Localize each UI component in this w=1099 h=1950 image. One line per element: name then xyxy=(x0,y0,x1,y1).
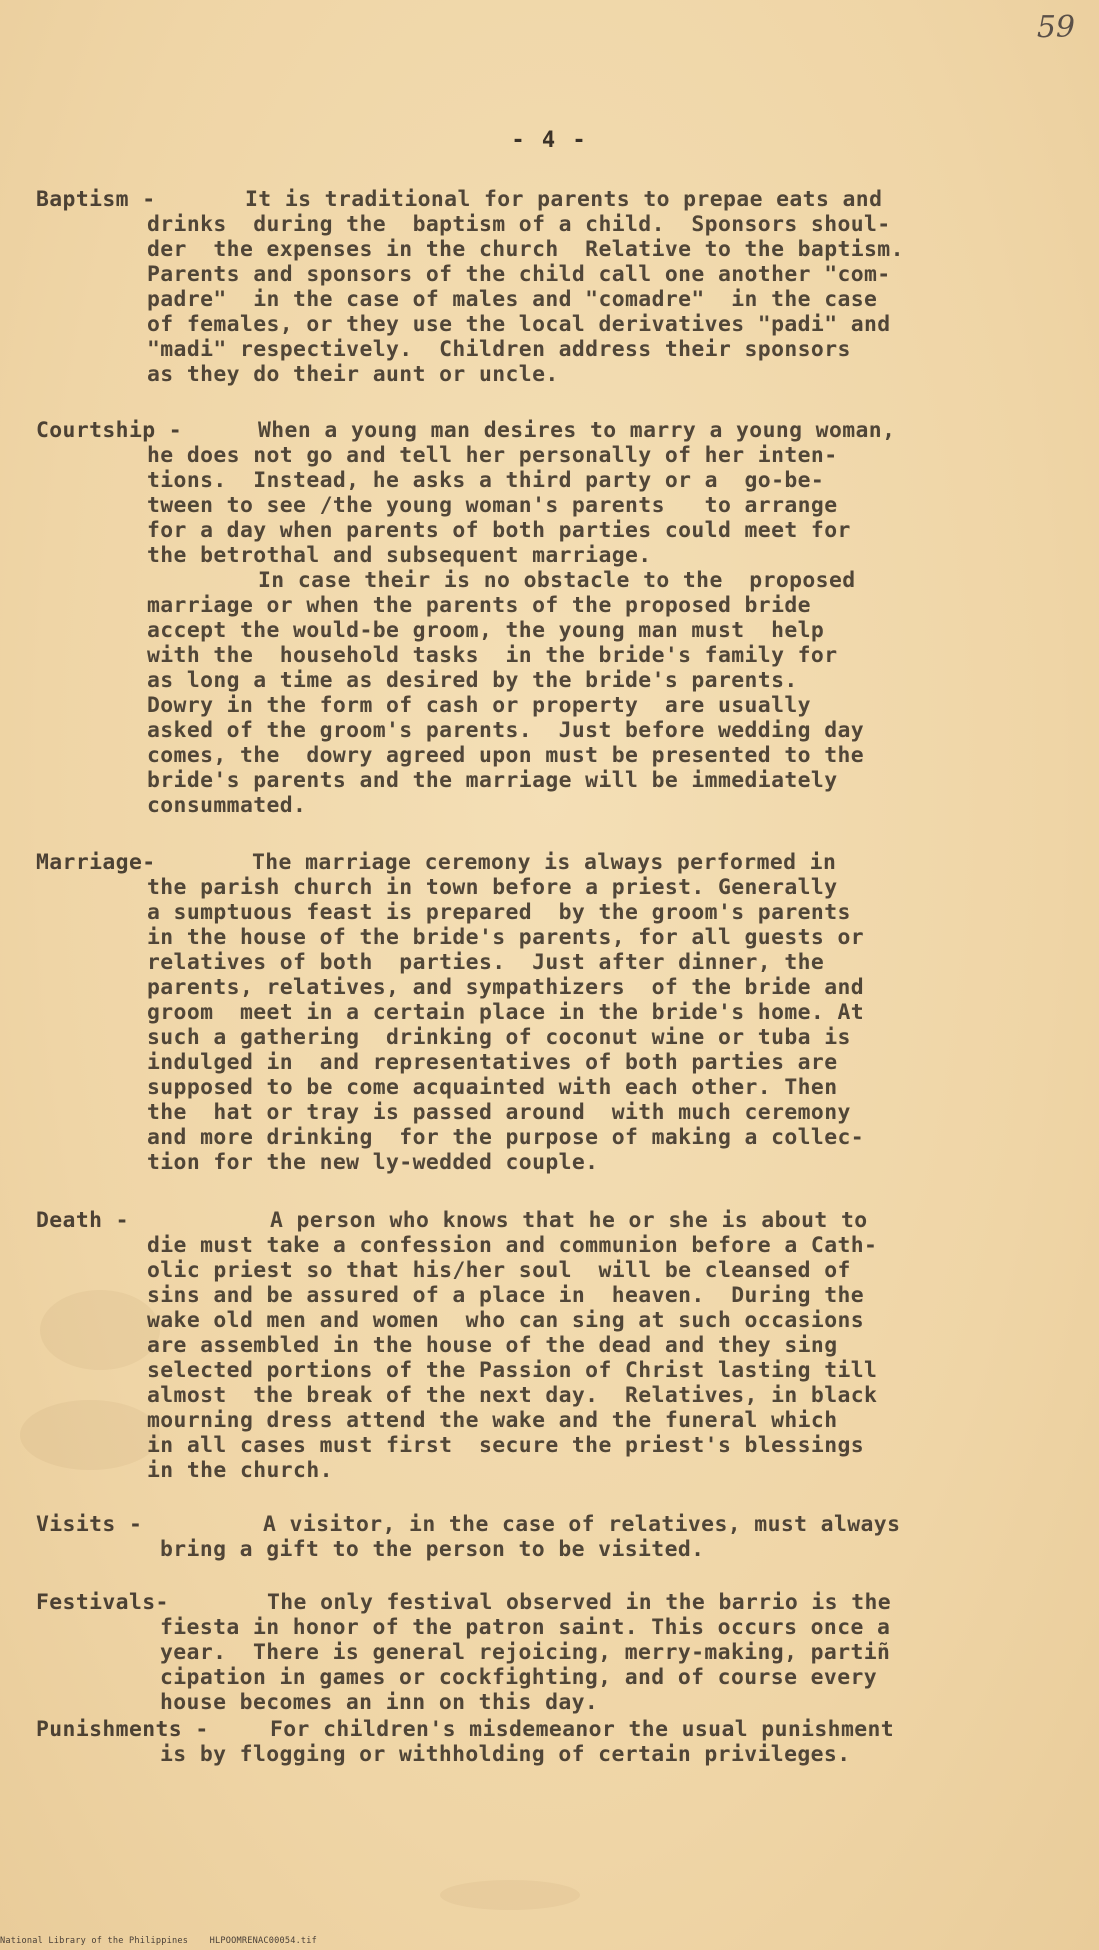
text-line: tween to see /the young woman's parents to arrange xyxy=(147,493,838,518)
text-line: such a gathering drinking of coconut wine or tuba is xyxy=(147,1025,851,1050)
text-line: olic priest so that his/her soul will be cleansed of xyxy=(147,1258,851,1283)
text-line: are assembled in the house of the dead and they sing xyxy=(147,1333,838,1358)
archive-footer: National Library of the Philippines HLPOOMRENAC00054.tif xyxy=(0,1936,318,1946)
text-line: der the expenses in the church Relative to the baptism. xyxy=(147,237,904,262)
text-line: The only festival observed in the barrio is the xyxy=(267,1590,892,1615)
text-line: tion for the new ly-wedded couple. xyxy=(147,1150,599,1175)
text-line: bring a gift to the person to be visited. xyxy=(160,1537,705,1562)
text-line: the betrothal and subsequent marriage. xyxy=(147,543,652,568)
text-line: supposed to be come acquainted with each other. Then xyxy=(147,1075,838,1100)
text-line: In case their is no obstacle to the proposed xyxy=(258,568,856,593)
text-line: in all cases must first secure the priest's blessings xyxy=(147,1433,865,1458)
text-line: parents, relatives, and sympathizers of the bride and xyxy=(147,975,865,1000)
text-line: wake old men and women who can sing at such occasions xyxy=(147,1308,865,1333)
text-line: The marriage ceremony is always performed in xyxy=(252,850,837,875)
text-line: tions. Instead, he asks a third party or a go-be- xyxy=(147,468,825,493)
text-line: padre" in the case of males and "comadre" in the case xyxy=(147,287,878,312)
text-line: year. There is general rejoicing, merry-making, partiñ xyxy=(160,1640,891,1665)
text-line: is by flogging or withholding of certain privileges. xyxy=(160,1742,851,1767)
text-line: drinks during the baptism of a child. Sponsors shoul- xyxy=(147,212,891,237)
text-line: a sumptuous feast is prepared by the groom's parents xyxy=(147,900,851,925)
text-line: Parents and sponsors of the child call one another "com- xyxy=(147,262,891,287)
text-line: Dowry in the form of cash or property are usually xyxy=(147,693,811,718)
text-line: cipation in games or cockfighting, and of course every xyxy=(160,1665,878,1690)
section-heading: Death - xyxy=(36,1208,129,1233)
section-heading: Punishments - xyxy=(36,1717,209,1742)
text-line: marriage or when the parents of the proposed bride xyxy=(147,593,811,618)
text-line: bride's parents and the marriage will be immediately xyxy=(147,768,838,793)
text-line: consummated. xyxy=(147,793,307,818)
text-line: A visitor, in the case of relatives, must always xyxy=(263,1512,901,1537)
text-line: for a day when parents of both parties could meet for xyxy=(147,518,851,543)
section-heading: Courtship - xyxy=(36,418,183,443)
text-line: he does not go and tell her personally of her inten- xyxy=(147,443,838,468)
section-heading: Baptism - xyxy=(36,187,156,212)
text-line: groom meet in a certain place in the bride's home. At xyxy=(147,1000,865,1025)
text-line: For children's misdemeanor the usual punishment xyxy=(270,1717,895,1742)
text-line: die must take a confession and communion before a Cath- xyxy=(147,1233,878,1258)
text-line: in the church. xyxy=(147,1458,333,1483)
text-line: mourning dress attend the wake and the funeral which xyxy=(147,1408,838,1433)
text-line: with the household tasks in the bride's family for xyxy=(147,643,838,668)
text-line: "madi" respectively. Children address their sponsors xyxy=(147,337,851,362)
section-heading: Marriage- xyxy=(36,850,156,875)
text-line: in the house of the bride's parents, for all guests or xyxy=(147,925,865,950)
text-line: indulged in and representatives of both parties are xyxy=(147,1050,838,1075)
page-number: - 4 - xyxy=(511,128,588,153)
text-line: A person who knows that he or she is about to xyxy=(270,1208,868,1233)
text-line: relatives of both parties. Just after dinner, the xyxy=(147,950,825,975)
text-line: asked of the groom's parents. Just before wedding day xyxy=(147,718,865,743)
text-line: of females, or they use the local derivatives "padi" and xyxy=(147,312,891,337)
text-line: fiesta in honor of the patron saint. This occurs once a xyxy=(160,1615,891,1640)
text-line: almost the break of the next day. Relatives, in black xyxy=(147,1383,878,1408)
text-line: accept the would-be groom, the young man must help xyxy=(147,618,825,643)
text-line: When a young man desires to marry a young woman, xyxy=(258,418,896,443)
text-line: the parish church in town before a priest. Generally xyxy=(147,875,838,900)
text-line: as they do their aunt or uncle. xyxy=(147,362,559,387)
text-line: sins and be assured of a place in heaven. During the xyxy=(147,1283,865,1308)
text-line: and more drinking for the purpose of making a collec- xyxy=(147,1125,865,1150)
text-line: house becomes an inn on this day. xyxy=(160,1690,599,1715)
section-heading: Visits - xyxy=(36,1512,143,1537)
text-line: comes, the dowry agreed upon must be presented to the xyxy=(147,743,865,768)
folio-number: 59 xyxy=(1036,10,1075,45)
text-line: the hat or tray is passed around with much ceremony xyxy=(147,1100,851,1125)
text-line: It is traditional for parents to prepae eats and xyxy=(245,187,883,212)
section-heading: Festivals- xyxy=(36,1590,169,1615)
text-line: as long a time as desired by the bride's parents. xyxy=(147,668,798,693)
text-line: selected portions of the Passion of Christ lasting till xyxy=(147,1358,878,1383)
